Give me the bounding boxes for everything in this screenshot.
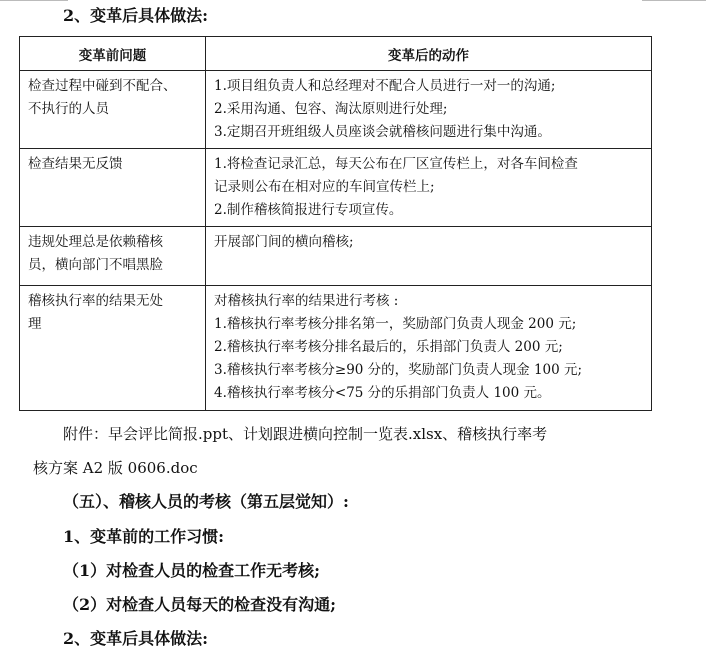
header-rule-right: [642, 0, 706, 1]
action-line: 3.定期召开班组级人员座谈会就稽核问题进行集中沟通。: [214, 124, 551, 140]
attachment-line-1: 附件：早会评比简报.ppt、计划跟进横向控制一览表.xlsx、稽核执行率考: [63, 425, 548, 443]
actions-cell: [206, 71, 652, 149]
problem-line: 检查过程中碰到不配合、: [28, 78, 177, 94]
list-item-1: （1）对检查人员的检查工作无考核;: [63, 561, 321, 580]
problem-line: 稽核执行率的结果无处: [28, 293, 163, 309]
subheading-before: 1、变革前的工作习惯:: [63, 527, 225, 546]
table-row: [20, 286, 652, 411]
action-line: 1.项目组负责人和总经理对不配合人员进行一对一的沟通;: [214, 78, 556, 94]
problem-line: 员，横向部门不唱黑脸: [28, 257, 163, 273]
action-line: 2.稽核执行率考核分排名最后的，乐捐部门负责人 200 元;: [214, 339, 563, 355]
problem-line: 不执行的人员: [28, 101, 109, 117]
action-line: 2.制作稽核简报进行专项宣传。: [214, 202, 403, 218]
attachment-line-2: 核方案 A2 版 0606.doc: [33, 459, 198, 477]
action-line: 1.将检查记录汇总，每天公布在厂区宣传栏上，对各车间检查: [214, 156, 578, 172]
problem-line: 检查结果无反馈: [28, 156, 123, 172]
section5-heading: （五）、稽核人员的考核（第五层觉知）:: [63, 492, 349, 511]
header-rule-left: [0, 0, 68, 1]
problem-cell: [20, 149, 206, 227]
list-item-2: （2）对检查人员每天的检查没有沟通;: [63, 595, 337, 614]
table-row: [20, 227, 652, 286]
top-heading: 2、变革后具体做法:: [63, 6, 209, 25]
action-line: 对稽核执行率的结果进行考核 :: [214, 293, 399, 309]
problem-cell: [20, 286, 206, 411]
header-actions: 变革后的动作: [206, 37, 652, 71]
table-row: [20, 71, 652, 149]
actions-cell: [206, 286, 652, 411]
action-line: 4.稽核执行率考核分<75 分的乐捐部门负责人 100 元。: [214, 385, 551, 401]
actions-cell: [206, 227, 652, 286]
table-header-row: [20, 37, 652, 71]
action-line: 1.稽核执行率考核分排名第一，奖励部门负责人现金 200 元;: [214, 316, 577, 332]
problem-cell: [20, 227, 206, 286]
problem-line: 理: [28, 316, 42, 332]
subheading-after: 2、变革后具体做法:: [63, 629, 209, 648]
change-table: [19, 36, 652, 411]
action-line: 2.采用沟通、包容、淘汰原则进行处理;: [214, 101, 448, 117]
problem-line: 违规处理总是依赖稽核: [28, 234, 163, 250]
actions-cell: [206, 149, 652, 227]
action-line: 记录则公布在相对应的车间宣传栏上;: [214, 179, 435, 195]
action-line: 开展部门间的横向稽核;: [214, 234, 354, 250]
table-row: [20, 149, 652, 227]
problem-cell: [20, 71, 206, 149]
action-line: 3.稽核执行率考核分≥90 分的，奖励部门负责人现金 100 元;: [214, 362, 583, 378]
header-problem: 变革前问题: [20, 37, 206, 71]
